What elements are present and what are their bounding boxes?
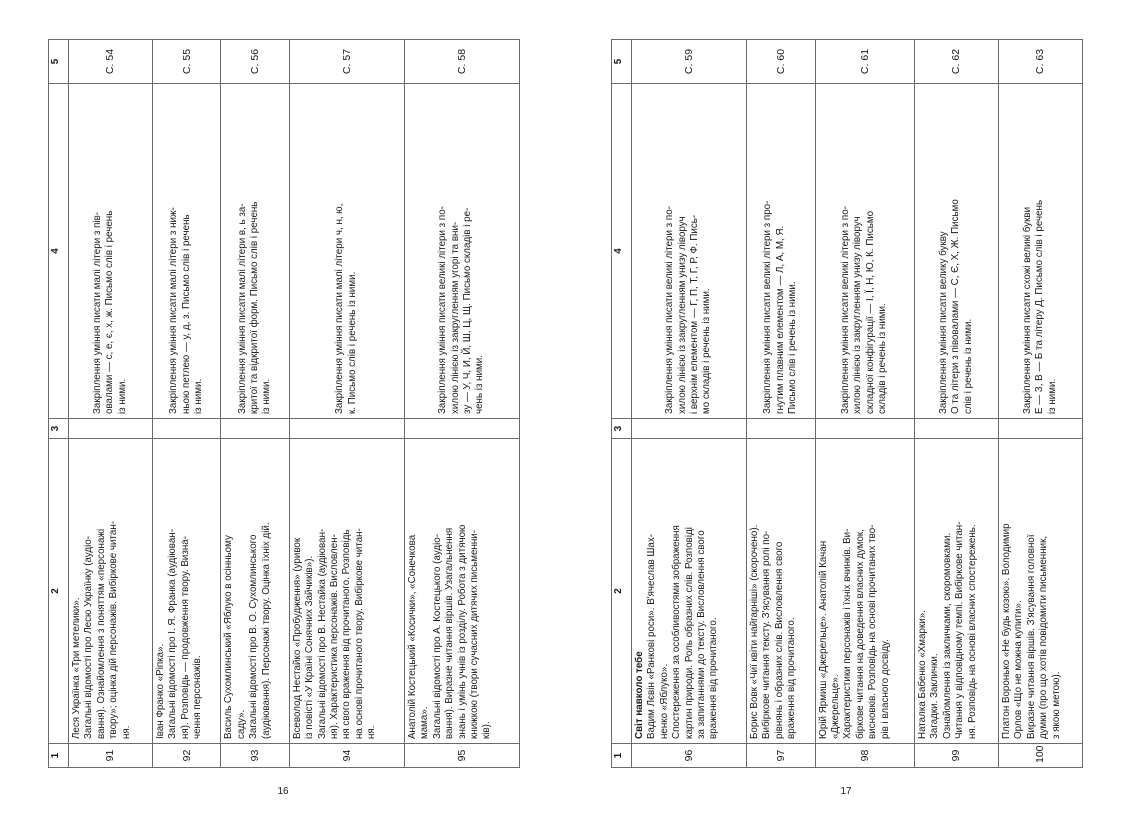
task-line: Закріплення уміння писати великі літери з про- [762, 200, 774, 414]
page-number: 16 [277, 786, 289, 797]
task-line: Е — З, В — Б та літеру Д. Письмо слів і речень [1034, 199, 1046, 414]
topic-line: ків). [481, 721, 493, 739]
topic-line: (аудіювання). Персонажі твору. Оцінка їхніх дій. [260, 522, 272, 739]
task-line: із ними. [192, 378, 204, 414]
topic-line: саду». [235, 709, 247, 739]
topic-line: біркове читання на доведення власних думок, [854, 529, 866, 739]
topic-line: з якою метою). [1050, 671, 1062, 739]
topic-line: Загальні відомості про А. Костецького (аудіо- [431, 534, 443, 739]
table-row [632, 40, 747, 768]
topic-line: враження від прочитаного. [786, 617, 798, 739]
task-line: складів і речень із ними. [877, 303, 889, 414]
topic-line: рівнянь і образних слів. Висловлення свого [773, 541, 785, 739]
table-row [153, 40, 221, 768]
section-title: Світ навколо тебе [634, 651, 646, 739]
empty-cell [153, 419, 221, 439]
task-line: гнутим плавним елементом — Л, А, М, Я. [774, 225, 786, 414]
table-row [404, 40, 519, 768]
task-line: хилою лінією із закругленням унизу ліворуч [852, 216, 864, 414]
header-cell: 4 [49, 84, 69, 419]
task-line: критої та відкритої форм. Письмо слів і речень [248, 201, 260, 414]
topic-line: мама». [419, 706, 431, 739]
task-line: овалами — с, е, є, х, ж. Письмо слів і речень [104, 210, 116, 414]
topic-line: вання). Ознайомлення з поняттям «персонажі [95, 528, 107, 739]
writing-task [404, 84, 519, 419]
lesson-topic [289, 439, 404, 744]
lesson-topic [632, 439, 747, 744]
empty-cell [915, 419, 999, 439]
topic-line: Василь Сухомлинський «Яблуко в осінньому [223, 535, 235, 739]
rows [632, 40, 1083, 768]
task-line: Закріплення уміння писати малі літери з ниж- [168, 207, 180, 414]
page-reference: С. 60 [747, 40, 815, 84]
topic-line: ня. [120, 725, 132, 739]
topic-line: Всеволод Нестайко «Пробудження» (уривок [291, 537, 303, 739]
lesson-number: 100 [998, 744, 1082, 768]
topic-line: на основі прочитаного твору. Вибіркове читан- [353, 528, 365, 739]
topic-line: Загальні відомості про Лесю Українку (аудіо- [83, 536, 95, 739]
task-line: зу — У, Ч, И, Й, Ш, Ц, Щ. Письмо складів і ре- [461, 207, 473, 414]
topic-line: Платон Воронько «Не будь козою». Володимир [1000, 523, 1012, 739]
topic-line: із повісті «У Країні Сонячних Зайчиків»). [304, 555, 316, 739]
lesson-number: 95 [404, 744, 519, 768]
task-line: О та літери з півовалами — С, Є, Х, Ж. Письмо [950, 199, 962, 414]
lesson-number: 94 [289, 744, 404, 768]
writing-task [153, 84, 221, 419]
empty-cell [747, 419, 815, 439]
topic-line: книжкою (твори сучасних дитячих письменни- [468, 529, 480, 739]
topic-line: Загальні відомості про В. Нестайка (аудіюван- [316, 528, 328, 739]
topic-line: знань і умінь учнів із розділу. Робота з дитячою [456, 524, 468, 739]
rotated-table-wrapper [611, 40, 1083, 768]
lesson-number: 96 [632, 744, 747, 768]
rows [69, 40, 520, 768]
topic-line: Загадки. Заклички. [929, 653, 941, 739]
lesson-topic [998, 439, 1082, 744]
lesson-topic [221, 439, 289, 744]
header-row [49, 40, 69, 768]
table-row [815, 40, 915, 768]
topic-line: Характеристики персонажів і їхніх вчинків. Ви- [842, 528, 854, 739]
topic-line: Спостереження за особливостями зображення [671, 525, 683, 739]
empty-cell [404, 419, 519, 439]
task-line: Закріплення уміння писати великі літери з по- [839, 206, 851, 414]
table-row [915, 40, 999, 768]
topic-line: висновків. Розповідь на основі прочитаних тво- [867, 524, 879, 739]
topic-line: ня. [366, 725, 378, 739]
empty-cell [998, 419, 1082, 439]
task-line: слів і речень із ними. [962, 318, 974, 414]
task-line: Закріплення уміння писати малі літери з пів- [91, 211, 103, 414]
topic-line: ня). Характеристика персонажів. Висловлен- [329, 534, 341, 739]
page-reference: С. 63 [998, 40, 1082, 84]
header-cell: 1 [612, 744, 632, 768]
topic-line: Борис Вовк «Чиї квіти найгарніші» (скорочено). [749, 524, 761, 739]
lesson-table [611, 39, 1083, 768]
lesson-topic [915, 439, 999, 744]
page-reference: С. 56 [221, 40, 289, 84]
writing-task [221, 84, 289, 419]
page-reference: С. 59 [632, 40, 747, 84]
page-number: 17 [840, 786, 852, 797]
topic-line: ня. Розповідь на основі власних спостережень. [966, 524, 978, 739]
topic-line: ня свого враження від прочитаного. Розповідь [341, 529, 353, 739]
page-reference: С. 62 [915, 40, 999, 84]
topic-line: рів і власного досвіду. [879, 639, 891, 739]
task-line: мо складів і речень із ними. [701, 288, 713, 414]
empty-cell [632, 419, 747, 439]
lesson-number: 93 [221, 744, 289, 768]
topic-line: Загальні відомості про В. О. Сухомлинського [248, 534, 260, 739]
task-line: Закріплення уміння писати схожі великі букви [1021, 206, 1033, 414]
writing-task [747, 84, 815, 419]
lesson-topic [747, 439, 815, 744]
topic-line: «Джерельце». [829, 674, 841, 739]
task-line: Закріплення уміння писати малі літери в, ь за- [236, 203, 248, 414]
topic-line: Орлов «Що не можна купити». [1013, 600, 1025, 739]
topic-line: Юрій Ярмиш «Джерельце». Анатолій Качан [817, 540, 829, 739]
lesson-number: 97 [747, 744, 815, 768]
writing-task [69, 84, 153, 419]
page-reference: С. 61 [815, 40, 915, 84]
lesson-topic [404, 439, 519, 744]
topic-line: Анатолій Костецький «Косички», «Сонечкова [406, 534, 418, 739]
topic-line: Виразне читання віршів. З'ясування головної [1025, 534, 1037, 739]
lesson-table [48, 39, 520, 768]
topic-line: картин природи. Роль образних слів. Розповіді [683, 527, 695, 739]
table-row [747, 40, 815, 768]
empty-cell [289, 419, 404, 439]
task-line: складної конфігурації — І, Ї, Н, Ю, К. Письмо [864, 210, 876, 414]
table-row [289, 40, 404, 768]
topic-line: Наталка Бабенко «Хмарки». [917, 610, 929, 739]
rotated-table-wrapper [48, 40, 520, 768]
task-line: к. Письмо слів і речень із ними. [346, 271, 358, 414]
topic-line: за запитаннями до тексту. Висловлення свого [696, 530, 708, 739]
lesson-topic [815, 439, 915, 744]
topic-line: Загальні відомості про І. Я. Франка (аудіюван- [167, 529, 179, 739]
task-line: хилою лінією із закругленням унизу ліворуч [676, 216, 688, 414]
writing-task [998, 84, 1082, 419]
page-reference: С. 55 [153, 40, 221, 84]
lesson-number: 92 [153, 744, 221, 768]
header-row [612, 40, 632, 768]
task-line: із ними. [116, 378, 128, 414]
lesson-number: 91 [69, 744, 153, 768]
table-row [69, 40, 153, 768]
lesson-topic [153, 439, 221, 744]
topic-line: ненко «Яблуко». [658, 663, 670, 739]
header-cell: 5 [49, 40, 69, 84]
lesson-topic [69, 439, 153, 744]
topic-line: враження від прочитаного. [708, 617, 720, 739]
task-line: Письмо слів і речень із ними. [786, 281, 798, 414]
task-line: із ними. [261, 378, 273, 414]
writing-task [815, 84, 915, 419]
topic-line: ня). Розповідь — продовження твору. Визна- [179, 536, 191, 739]
topic-line: Вибіркове читання тексту. З'ясування ролі по- [761, 530, 773, 739]
header-cell: 5 [612, 40, 632, 84]
topic-line: Леся Українка «Три метелики». [71, 597, 83, 739]
task-line: Закріплення уміння писати великі літери з по- [437, 206, 449, 414]
writing-task [915, 84, 999, 419]
topic-line: Читання у відповідному темпі. Вибіркове читан- [954, 521, 966, 739]
header-cell: 4 [612, 84, 632, 419]
writing-task [289, 84, 404, 419]
topic-line: чення персонажів. [192, 655, 204, 739]
page-right [563, 0, 1126, 827]
topic-line: Вадим Лєвін «Ранкові роси». В'ячеслав Шах- [646, 533, 658, 739]
empty-cell [815, 419, 915, 439]
task-line: Закріплення уміння писати великі літери з по- [664, 206, 676, 414]
empty-cell [69, 419, 153, 439]
header-cell: 2 [612, 439, 632, 744]
table-row [221, 40, 289, 768]
task-line: Закріплення уміння писати малі літери ч, н, ю, [334, 203, 346, 414]
header-cell: 2 [49, 439, 69, 744]
task-line: хилою лінією із закругленням угорі та вни- [449, 221, 461, 414]
task-line: і верхнім елементом — Г, П, Т, Г, Р, Ф. Пись- [689, 214, 701, 414]
page-reference: С. 58 [404, 40, 519, 84]
lesson-number: 99 [915, 744, 999, 768]
topic-line: вання). Виразне читання віршів. Узагальнення [444, 527, 456, 739]
task-line: із ними. [1046, 378, 1058, 414]
table-row [998, 40, 1082, 768]
empty-cell [221, 419, 289, 439]
writing-task [632, 84, 747, 419]
topic-line: Ознайомлення із закличками, скоромовками. [941, 532, 953, 739]
page-reference: С. 54 [69, 40, 153, 84]
lesson-number: 98 [815, 744, 915, 768]
topic-line: Іван Франко «Ріпка». [155, 643, 166, 739]
topic-line: думки (про що хотів повідомити письменник, [1038, 535, 1050, 739]
topic-line: твору»; оцінка дій персонажів. Вибіркове читан- [108, 521, 120, 739]
header-cell: 3 [612, 419, 632, 439]
page-reference: С. 57 [289, 40, 404, 84]
header-cell: 3 [49, 419, 69, 439]
task-line: Закріплення уміння писати велику букву [937, 231, 949, 414]
task-line: ньою петлею — у, д, з. Письмо слів і речень [180, 214, 192, 414]
header-cell: 1 [49, 744, 69, 768]
task-line: чень із ними. [474, 355, 486, 414]
